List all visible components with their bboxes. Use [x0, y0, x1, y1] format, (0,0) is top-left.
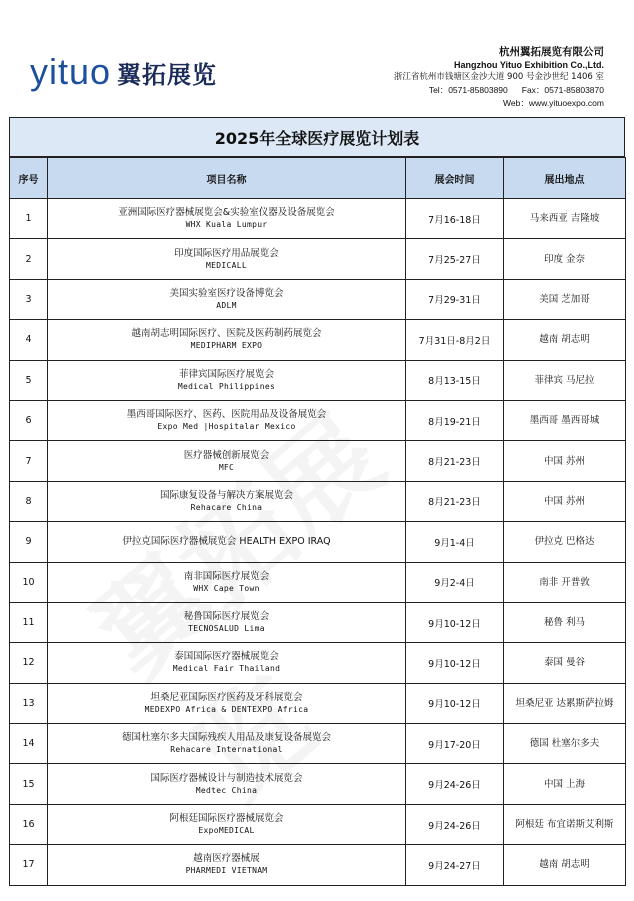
row-number-cell: [10, 643, 48, 683]
row-number-cell: [10, 481, 48, 521]
row-number: 12: [22, 657, 35, 669]
exhibition-location-cell: [504, 845, 626, 885]
row-number: 15: [22, 778, 35, 790]
row-number-cell: [10, 360, 48, 400]
table-row: [10, 724, 626, 764]
exhibition-location: 坦桑尼亚 达累斯萨拉姆: [515, 697, 614, 709]
exhibition-location: 中国 上海: [543, 778, 586, 790]
table-row: [10, 764, 626, 804]
exhibition-location-cell: [504, 522, 626, 562]
project-name-cell: [48, 279, 406, 319]
exhibition-date-cell: [406, 360, 504, 400]
row-number: 10: [22, 576, 35, 588]
project-name-cell: [48, 481, 406, 521]
project-name-cn: 越南医疗器械展: [193, 853, 260, 865]
exhibition-date-cell: [406, 481, 504, 521]
row-number-cell: [10, 199, 48, 239]
row-number-cell: [10, 845, 48, 885]
project-name-cn: 医疗器械创新展览会: [183, 449, 270, 461]
row-number-cell: [10, 724, 48, 764]
exhibition-location-cell: [504, 400, 626, 440]
exhibition-location-cell: [504, 239, 626, 279]
project-name-en: Medical Fair Thailand: [172, 664, 281, 674]
exhibition-date-cell: [406, 199, 504, 239]
project-name-cn: 亚洲国际医疗器械展览会&实验室仪器及设备展览会: [118, 207, 335, 219]
row-number-cell: [10, 522, 48, 562]
project-name-cn: 墨西哥国际医疗、医药、医院用品及设备展览会: [126, 409, 327, 421]
exhibition-location-cell: [504, 279, 626, 319]
table-row: [10, 279, 626, 319]
project-name-cn: 菲律宾国际医疗展览会: [178, 368, 274, 380]
exhibition-location-cell: [504, 441, 626, 481]
company-website: Web：www.yituoexpo.com: [503, 98, 604, 108]
project-name-cell: [48, 320, 406, 360]
exhibition-location-cell: [504, 360, 626, 400]
project-name-cn: 美国实验室医疗设备博览会: [169, 287, 284, 299]
company-contact: [394, 84, 604, 97]
exhibition-date: 7月16-18日: [428, 214, 481, 226]
table-row: [10, 199, 626, 239]
exhibition-location-cell: [504, 481, 626, 521]
project-name-cell: [48, 602, 406, 642]
project-name-cell: [48, 804, 406, 844]
project-name-cn: 秘鲁国际医疗展览会: [183, 611, 270, 623]
exhibition-date: 7月31日-8月2日: [418, 335, 491, 347]
project-name-cell: [48, 562, 406, 602]
project-name-cell: [48, 239, 406, 279]
exhibition-date-cell: [406, 400, 504, 440]
project-name-en: MEDEXPO Africa & DENTEXPO Africa: [144, 704, 309, 714]
exhibition-date: 9月1-4日: [434, 537, 475, 549]
project-name-en: MFC: [218, 462, 235, 472]
project-name-cell: [48, 441, 406, 481]
exhibition-date-cell: [406, 845, 504, 885]
row-number: 16: [22, 819, 35, 831]
exhibition-date: 8月21-23日: [428, 497, 481, 509]
table-row: [10, 602, 626, 642]
column-header-number: 序号: [10, 158, 48, 199]
row-number: 8: [25, 495, 32, 507]
exhibition-location: 南非 开普敦: [539, 576, 590, 588]
row-number: 5: [25, 374, 32, 386]
page-title: 2025年全球医疗展览计划表: [9, 117, 625, 157]
table-row: [10, 845, 626, 885]
exhibition-location: 泰国 曼谷: [543, 657, 586, 669]
exhibition-date-cell: [406, 724, 504, 764]
project-name-cell: [48, 643, 406, 683]
exhibition-date: 7月29-31日: [428, 295, 481, 307]
row-number-cell: [10, 602, 48, 642]
row-number: 1: [25, 213, 32, 225]
row-number: 7: [25, 455, 32, 467]
table-row: [10, 320, 626, 360]
exhibition-location-cell: [504, 764, 626, 804]
exhibition-location-cell: [504, 724, 626, 764]
exhibition-location-cell: [504, 643, 626, 683]
project-name-cn: 印度国际医疗用品展览会: [174, 247, 279, 259]
project-name-cn: 阿根廷国际医疗器械展览会: [169, 813, 284, 825]
exhibition-location-cell: [504, 199, 626, 239]
row-number-cell: [10, 764, 48, 804]
row-number: 11: [22, 617, 35, 629]
project-name-cn: 南非国际医疗展览会: [183, 570, 270, 582]
exhibition-location: 墨西哥 墨西哥城: [529, 415, 600, 427]
exhibition-date: 8月19-21日: [428, 416, 481, 428]
project-name-en: WHX Cape Town: [193, 583, 260, 593]
project-name-cell: [48, 360, 406, 400]
row-number-cell: [10, 400, 48, 440]
row-number-cell: [10, 320, 48, 360]
project-name-cn: 泰国国际医疗器械展览会: [174, 651, 279, 663]
project-name-en: MEDIPHARM EXPO: [190, 341, 263, 351]
exhibition-location-cell: [504, 804, 626, 844]
exhibition-date-cell: [406, 441, 504, 481]
logo-wordmark: yituo: [30, 51, 112, 92]
exhibition-date: 9月10-12日: [428, 618, 481, 630]
exhibition-date: 8月21-23日: [428, 457, 481, 469]
project-name-cell: [48, 522, 406, 562]
column-header-project-name: 项目名称: [48, 158, 406, 199]
exhibition-date-cell: [406, 643, 504, 683]
project-name-en: WHX Kuala Lumpur: [185, 220, 268, 230]
table-row: [10, 400, 626, 440]
company-name-cn: 杭州翼拓展览有限公司: [499, 46, 604, 58]
table-row: [10, 481, 626, 521]
exhibition-location: 伊拉克 巴格达: [534, 536, 595, 548]
project-name-en: Rehacare China: [190, 502, 263, 512]
row-number-cell: [10, 441, 48, 481]
table-row: [10, 239, 626, 279]
exhibition-location: 马来西亚 吉隆坡: [529, 213, 600, 225]
project-name-cell: [48, 683, 406, 723]
project-name-cn: 国际康复设备与解决方案展览会: [159, 489, 293, 501]
company-info: [394, 46, 604, 110]
exhibition-date: 9月24-27日: [428, 860, 481, 872]
table-row: [10, 683, 626, 723]
table-row: [10, 643, 626, 683]
exhibition-date-cell: [406, 804, 504, 844]
exhibition-location: 阿根廷 布宜诺斯艾利斯: [515, 819, 614, 831]
column-header-location: 展出地点: [504, 158, 626, 199]
exhibition-location: 美国 芝加哥: [539, 293, 590, 305]
exhibition-location-cell: [504, 602, 626, 642]
row-number-cell: [10, 683, 48, 723]
project-name-cell: [48, 724, 406, 764]
project-name-en: Medical Philippines: [177, 381, 276, 391]
letterhead: [0, 0, 634, 116]
exhibition-date: 9月24-26日: [428, 780, 481, 792]
exhibition-date-cell: [406, 320, 504, 360]
row-number-cell: [10, 804, 48, 844]
row-number: 4: [25, 334, 32, 346]
table-row: [10, 441, 626, 481]
row-number-cell: [10, 562, 48, 602]
row-number: 2: [25, 253, 32, 265]
project-name-en: MEDICALL: [206, 260, 247, 270]
exhibition-date: 9月2-4日: [434, 578, 475, 590]
project-name-en: Medtec China: [195, 785, 258, 795]
project-name-cn: 德国杜塞尔多夫国际残疾人用品及康复设备展览会: [121, 732, 331, 744]
exhibition-location: 中国 苏州: [543, 455, 586, 467]
exhibition-date-cell: [406, 279, 504, 319]
company-name-en: Hangzhou Yituo Exhibition Co.,Ltd.: [454, 60, 604, 70]
exhibition-schedule: [9, 117, 625, 886]
row-number: 3: [25, 293, 32, 305]
exhibition-location: 秘鲁 利马: [543, 617, 586, 629]
exhibition-date: 9月10-12日: [428, 658, 481, 670]
row-number: 17: [22, 859, 35, 871]
project-name-cell: [48, 845, 406, 885]
exhibition-location: 印度 金奈: [543, 253, 586, 265]
exhibition-location-cell: [504, 683, 626, 723]
project-name-en: PHARMEDI VIETNAM: [185, 866, 268, 876]
row-number-cell: [10, 239, 48, 279]
project-name-en: ADLM: [216, 300, 237, 310]
exhibition-date: 8月13-15日: [428, 376, 481, 388]
project-name-cell: [48, 400, 406, 440]
exhibition-date: 9月10-12日: [428, 699, 481, 711]
row-number-cell: [10, 279, 48, 319]
table-row: [10, 804, 626, 844]
table-row: [10, 522, 626, 562]
logo-chinese-name: 翼拓展览: [117, 60, 218, 89]
exhibition-location-cell: [504, 320, 626, 360]
exhibition-location: 越南 胡志明: [539, 859, 590, 871]
project-name-cn: 越南胡志明国际医疗、医院及医药制药展览会: [131, 328, 322, 340]
table-body: [10, 199, 626, 886]
exhibition-location: 中国 苏州: [543, 495, 586, 507]
project-name-cn: 坦桑尼亚国际医疗医药及牙科展览会: [150, 691, 303, 703]
project-name-cell: [48, 764, 406, 804]
exhibition-date-cell: [406, 602, 504, 642]
project-name-en: Rehacare International: [170, 745, 283, 755]
project-name-cn: 国际医疗器械设计与制造技术展览会: [150, 772, 303, 784]
exhibition-date-cell: [406, 764, 504, 804]
row-number: 13: [22, 697, 35, 709]
project-name-cn: 伊拉克国际医疗器械展览会 HEALTH EXPO IRAQ: [122, 536, 331, 548]
exhibition-location: 越南 胡志明: [539, 334, 590, 346]
exhibition-date: 7月25-27日: [428, 255, 481, 267]
project-name-cell: [48, 199, 406, 239]
exhibition-date: 9月17-20日: [428, 739, 481, 751]
project-name-en: Expo Med |Hospitalar Mexico: [157, 422, 296, 432]
company-address: 浙江省杭州市钱塘区金沙大道 900 号金沙世纪 1406 室: [393, 72, 604, 82]
table-row: [10, 562, 626, 602]
company-logo: [30, 50, 217, 94]
exhibition-location-cell: [504, 562, 626, 602]
column-header-date: 展会时间: [406, 158, 504, 199]
row-number: 14: [22, 738, 35, 750]
exhibition-location: 菲律宾 马尼拉: [534, 374, 595, 386]
row-number: 9: [25, 536, 32, 548]
company-fax: Fax：0571-85803870: [521, 85, 604, 95]
exhibition-date-cell: [406, 683, 504, 723]
table-header-row: [10, 158, 626, 199]
exhibition-location: 德国 杜塞尔多夫: [529, 738, 600, 750]
row-number: 6: [25, 415, 32, 427]
exhibition-date-cell: [406, 239, 504, 279]
project-name-en: ExpoMEDICAL: [198, 826, 255, 836]
exhibition-date-cell: [406, 562, 504, 602]
exhibition-date: 9月24-26日: [428, 820, 481, 832]
table-row: [10, 360, 626, 400]
company-tel: Tel：0571-85803890: [428, 85, 508, 95]
exhibition-date-cell: [406, 522, 504, 562]
schedule-table: [9, 157, 626, 886]
project-name-en: TECNOSALUD Lima: [188, 624, 265, 634]
